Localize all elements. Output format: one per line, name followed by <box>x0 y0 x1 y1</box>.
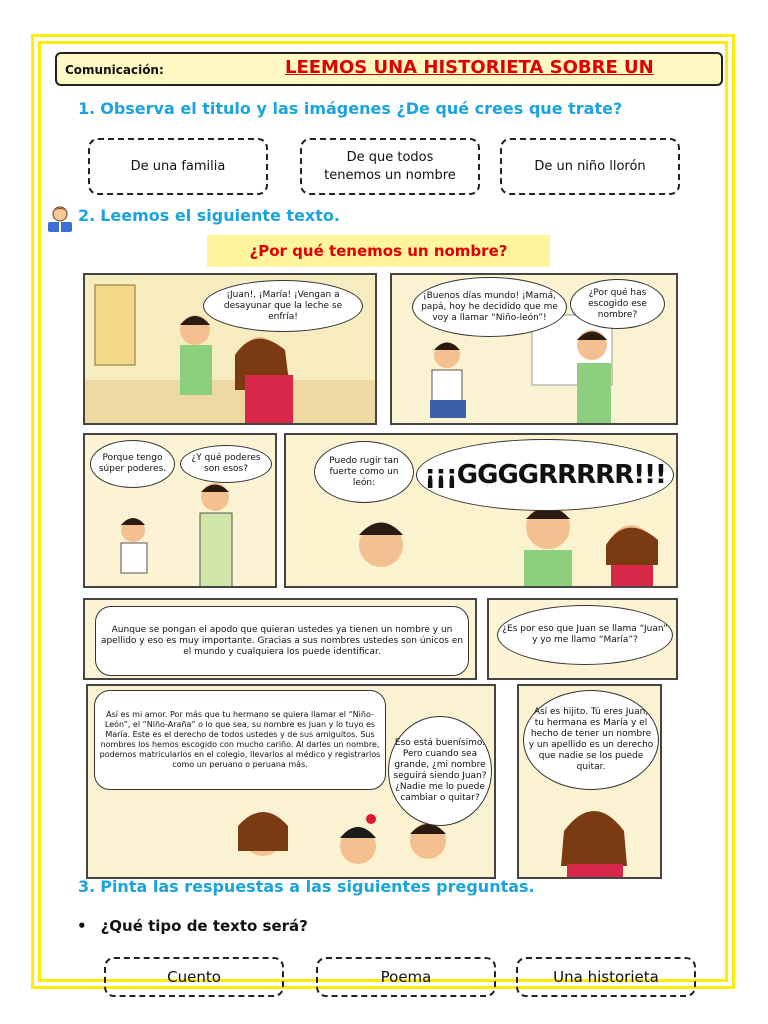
bullet-dot: • <box>77 917 87 935</box>
speech-bubble-roar <box>416 439 674 511</box>
speech-bubble: Eso está buenísimo. Pero cuando sea grande, ¿mi nombre seguirá siendo Juan? ¿Nadie me lo puede cambiar o quitar? <box>388 716 492 826</box>
worksheet-title: LEEMOS UNA HISTORIETA SOBRE UN <box>285 57 654 78</box>
speech-bubble: ¿Por qué has escogido ese nombre? <box>570 279 665 329</box>
question-1 <box>78 99 622 118</box>
question-3 <box>78 877 535 896</box>
q1-option-2-label: De que todos tenemos un nombre <box>324 149 456 183</box>
q1-option-2[interactable] <box>300 138 480 195</box>
speech-bubble: ¿Y qué poderes son esos? <box>180 445 272 483</box>
question-2 <box>78 206 340 225</box>
question-3-bullet <box>77 917 308 935</box>
question-2-number: 2. <box>78 206 96 225</box>
question-2-text: Leemos el siguiente texto. <box>100 206 340 225</box>
speech-bubble: Puedo rugir tan fuerte como un león: <box>314 441 414 503</box>
comic-panel-2 <box>390 273 678 425</box>
speech-bubble: ¡Juan!, ¡María! ¡Vengan a desayunar que la leche se enfría! <box>203 280 363 332</box>
speech-bubble: Así es hijito. Tú eres Juan, tu hermana es María y el hecho de tener un nombre y un apellido es un derecho que nadie se los puede quitar. <box>523 690 659 790</box>
question-1-text: Observa el titulo y las imágenes ¿De qué crees que trate? <box>100 99 623 118</box>
bullet-text: ¿Qué tipo de texto será? <box>100 917 308 935</box>
q1-option-1-label: De una familia <box>130 158 226 174</box>
q1-option-3-label: De un niño llorón <box>534 158 646 174</box>
q3-option-2-label: Poema <box>380 968 432 986</box>
speech-bubble: Porque tengo súper poderes. <box>90 440 175 488</box>
q3-option-1[interactable] <box>104 957 284 997</box>
question-3-text: Pinta las respuestas a las siguientes preguntas. <box>100 877 535 896</box>
comic-panel-1 <box>83 273 377 425</box>
q3-option-3[interactable] <box>516 957 696 997</box>
question-3-number: 3. <box>78 877 96 896</box>
q3-option-3-label: Una historieta <box>553 968 659 986</box>
speech-bubble: ¿Es por eso que Juan se llama “Juan” y yo me llamo “María”? <box>497 605 673 665</box>
q3-option-2[interactable] <box>316 957 496 997</box>
speech-bubble: Así es mi amor. Por más que tu hermano se quiera llamar el “Niño-León”, el “Niño-Araña” o lo que sea, su nombre es Juan y lo tuyo es María. Este es el derecho de todos ustedes y de sus amiguitos. Sus nombres los hemos escogido con mucho cariño. Al darles un nombre, podemos matricularlos en el colegio, llevarlos al médico y registrarlos como un peruano o peruana más. <box>94 690 386 790</box>
subject-label: Comunicación: <box>65 63 164 77</box>
q1-option-1[interactable] <box>88 138 268 195</box>
comic-panel-6 <box>487 598 678 680</box>
speech-bubble: Aunque se pongan el apodo que quieran ustedes ya tienen un nombre y un apellido y eso es muy importante. Gracias a sus nombres ustedes son únicos en el mundo y cualquiera los puede identificar. <box>95 606 469 676</box>
comic-panel-3 <box>83 433 277 588</box>
worksheet-header <box>55 52 723 86</box>
speech-bubble: ¡Buenos días mundo! ¡Mamá, papá, hoy he decidido que me voy a llamar “Niño-león”! <box>412 277 567 337</box>
q1-option-3[interactable] <box>500 138 680 195</box>
question-1-number: 1. <box>78 99 96 118</box>
roar-text: ¡¡¡GGGGRRRRR!!! <box>424 459 666 490</box>
q3-option-1-label: Cuento <box>167 968 221 986</box>
story-title: ¿Por qué tenemos un nombre? <box>207 235 550 267</box>
comic-panel-4 <box>284 433 678 588</box>
comic-panel-8 <box>517 684 662 879</box>
comic-panel-7 <box>86 684 496 879</box>
reading-child-icon <box>44 203 76 235</box>
comic-panel-5 <box>83 598 477 680</box>
